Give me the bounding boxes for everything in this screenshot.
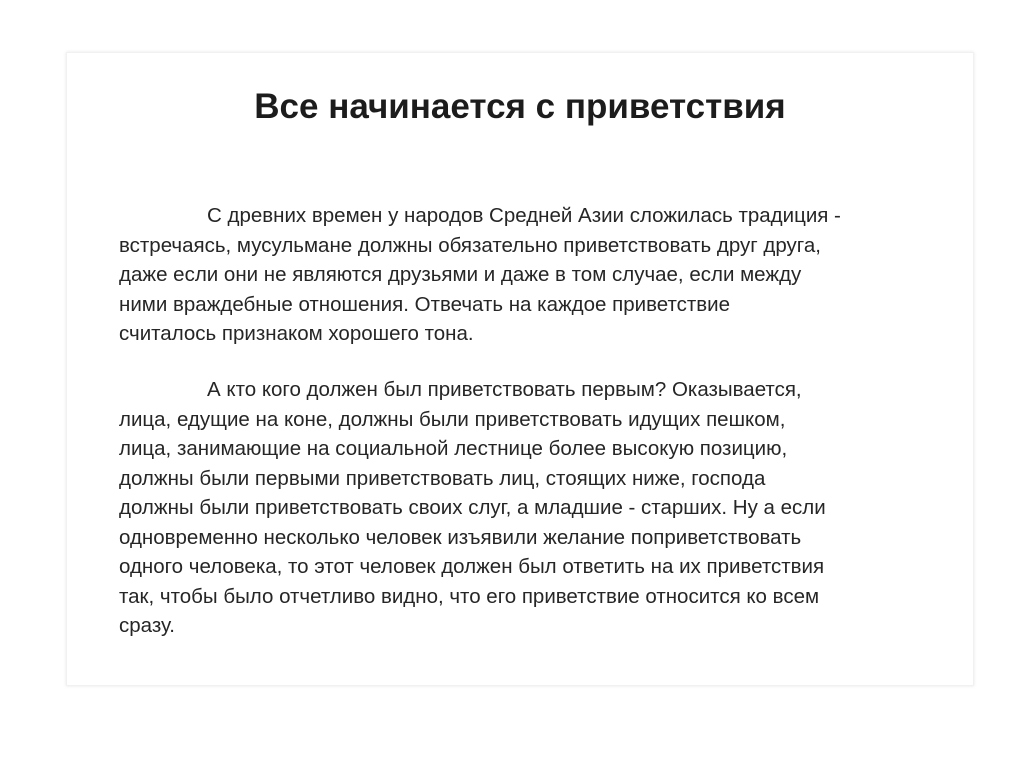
paragraph-line: лица, занимающие на социальной лестнице более высокую позицию, — [119, 437, 788, 460]
paragraph-line: даже если они не являются друзьями и даже в том случае, если между — [119, 263, 802, 286]
paragraph-line: должны были первыми приветствовать лиц, стоящих ниже, господа — [119, 466, 766, 490]
paragraph-2 — [119, 375, 939, 641]
paragraph-line: так, чтобы было отчетливо видно, что его приветствие относится ко всем — [119, 584, 820, 608]
paragraph-line: А кто кого должен был приветствовать первым? Оказывается, — [207, 378, 802, 401]
paragraph-line: сразу. — [119, 614, 175, 637]
paragraph-line: одного человека, то этот человек должен был ответить на их приветствия — [119, 555, 825, 578]
slide — [66, 52, 974, 686]
paragraph-line: лица, едущие на коне, должны были приветствовать идущих пешком, — [119, 407, 786, 431]
slide-title: Все начинается с приветствия — [254, 87, 786, 126]
paragraph-line: должны были приветствовать своих слуг, а младшие - старших. Ну а если — [119, 496, 826, 519]
paragraph-line: ними враждебные отношения. Отвечать на каждое приветствие — [119, 292, 731, 316]
paragraph-line: одновременно несколько человек изъявили желание поприветствовать — [119, 525, 802, 549]
paragraph-line: С древних времен у народов Средней Азии сложилась традиция - — [207, 204, 841, 227]
paragraph-line: встречаясь, мусульмане должны обязательно приветствовать друг друга, — [119, 233, 821, 257]
paragraph-1 — [119, 201, 939, 349]
paragraph-line: считалось признаком хорошего тона. — [119, 322, 474, 345]
